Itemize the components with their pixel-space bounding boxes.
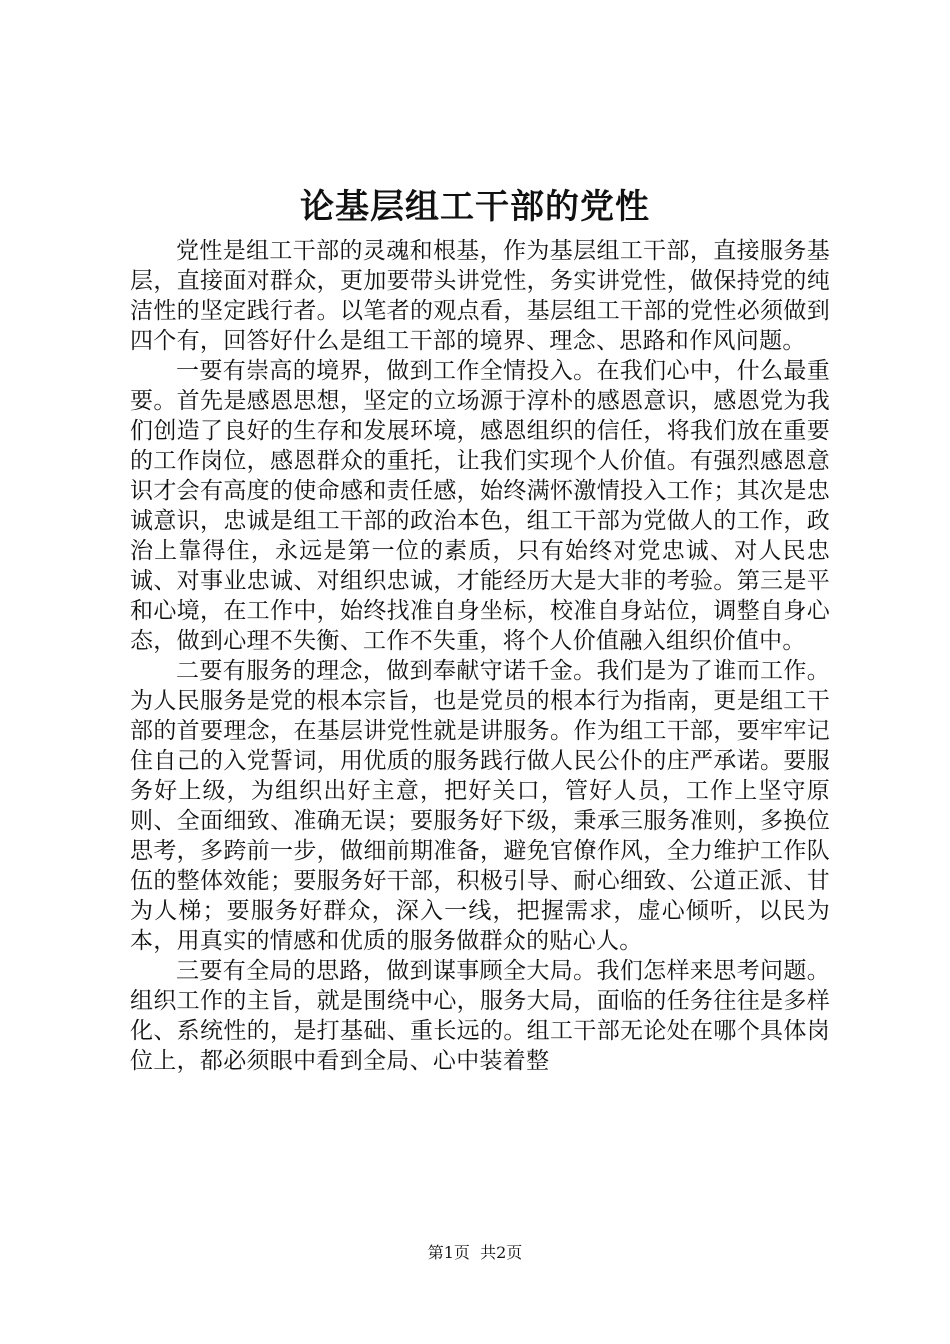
- page-total: 共2页: [480, 1243, 523, 1262]
- paragraph-intro: 党性是组工干部的灵魂和根基，作为基层组工干部，直接服务基层，直接面对群众，更加要带头讲党性，务实讲党性，做保持党的纯洁性的坚定践行者。以笔者的观点看，基层组工干部的党性必须做到四个有，回答好什么是组工干部的境界、理念、思路和作风问题。: [130, 238, 830, 354]
- paragraph-three: 三要有全局的思路，做到谋事顾全大局。我们怎样来思考问题。组织工作的主旨，就是围绕中心，服务大局，面临的任务往往是多样化、系统性的，是打基础、重长远的。组工干部无论处在哪个具体岗位上，都必须眼中看到全局、心中装着整: [130, 958, 830, 1074]
- document-title: 论基层组工干部的党性: [300, 187, 650, 227]
- page-number: 第1页: [427, 1243, 470, 1262]
- paragraph-one: 一要有崇高的境界，做到工作全情投入。在我们心中，什么最重要。首先是感恩思想，坚定的立场源于淳朴的感恩意识，感恩党为我们创造了良好的生存和发展环境，感恩组织的信任，将我们放在重要的工作岗位，感恩群众的重托，让我们实现个人价值。有强烈感恩意识才会有高度的使命感和责任感，始终满怀激情投入工作；其次是忠诚意识，忠诚是组工干部的政治本色，组工干部为党做人的工作，政治上靠得住，永远是第一位的素质，只有始终对党忠诚、对人民忠诚、对事业忠诚、对组织忠诚，才能经历大是大非的考验。第三是平和心境，在工作中，始终找准自身坐标，校准自身站位，调整自身心态，做到心理不失衡、工作不失重，将个人价值融入组织价值中。: [130, 358, 830, 654]
- page-footer: [0, 1242, 950, 1264]
- paragraph-two: 二要有服务的理念，做到奉献守诺千金。我们是为了谁而工作。为人民服务是党的根本宗旨，也是党员的根本行为指南，更是组工干部的首要理念，在基层讲党性就是讲服务。作为组工干部，要牢牢记住自己的入党誓词，用优质的服务践行做人民公仆的庄严承诺。要服务好上级，为组织出好主意，把好关口，管好人员，工作上坚守原则、全面细致、准确无误；要服务好下级，秉承三服务准则，多换位思考，多跨前一步，做细前期准备，避免官僚作风，全力维护工作队伍的整体效能；要服务好干部，积极引导、耐心细致、公道正派、甘为人梯；要服务好群众，深入一线，把握需求，虚心倾听，以民为本，用真实的情感和优质的服务做群众的贴心人。: [130, 658, 830, 954]
- footer-spacer: [470, 1243, 480, 1262]
- document-body: [130, 236, 830, 1076]
